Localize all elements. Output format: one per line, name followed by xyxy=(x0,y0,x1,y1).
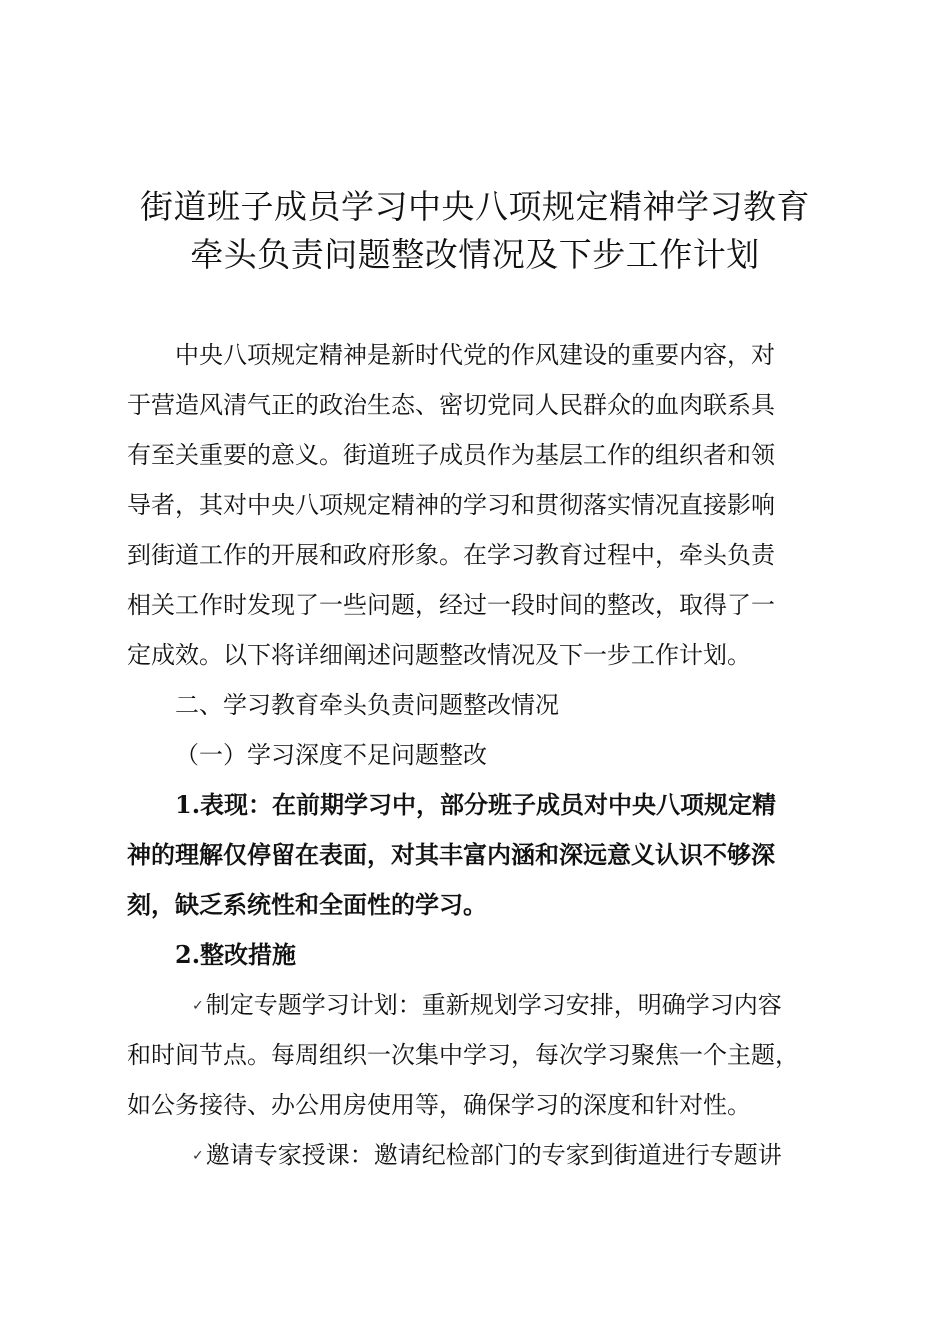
intro-line-1: 中央八项规定精神是新时代党的作风建设的重要内容，对 xyxy=(175,341,775,369)
intro-line-3: 有至关重要的意义。街道班子成员作为基层工作的组织者和领 xyxy=(127,441,775,469)
measure1-line-2: 和时间节点。每周组织一次集中学习，每次学习聚焦一个主题， xyxy=(127,1041,799,1069)
measure1-line-1 xyxy=(192,988,892,1023)
point1-line-2: 神的理解仅停留在表面，对其丰富内涵和深远意义认识不够深 xyxy=(127,840,775,869)
intro-line-7: 定成效。以下将详细阐述问题整改情况及下一步工作计划。 xyxy=(127,641,751,669)
section-heading: 二、学习教育牵头负责问题整改情况 xyxy=(175,691,559,719)
document-title-line-1: 街道班子成员学习中央八项规定精神学习教育 xyxy=(140,187,810,226)
measure2-line-1-text: 邀请专家授课：邀请纪检部门的专家到街道进行专题讲 xyxy=(205,1141,782,1169)
check-mark-icon: ✓ xyxy=(192,1148,204,1164)
subsection-heading: （一）学习深度不足问题整改 xyxy=(175,741,487,769)
intro-line-5: 到街道工作的开展和政府形象。在学习教育过程中，牵头负责 xyxy=(127,541,775,569)
check-mark-icon: ✓ xyxy=(192,998,204,1014)
point1-line-1: 1.表现：在前期学习中，部分班子成员对中央八项规定精 xyxy=(175,790,777,819)
point1-line-3: 刻，缺乏系统性和全面性的学习。 xyxy=(127,890,487,919)
document-title-line-2: 牵头负责问题整改情况及下步工作计划 xyxy=(190,235,760,274)
intro-line-4: 导者，其对中央八项规定精神的学习和贯彻落实情况直接影响 xyxy=(127,491,775,519)
point2-heading: 2.整改措施 xyxy=(175,940,297,969)
measure1-line-3: 如公务接待、办公用房使用等，确保学习的深度和针对性。 xyxy=(127,1091,751,1119)
intro-line-2: 于营造风清气正的政治生态、密切党同人民群众的血肉联系具 xyxy=(127,391,775,419)
intro-line-6: 相关工作时发现了一些问题，经过一段时间的整改，取得了一 xyxy=(127,591,775,619)
measure1-line-1-text: 制定专题学习计划：重新规划学习安排，明确学习内容 xyxy=(205,991,782,1019)
measure2-line-1 xyxy=(192,1138,892,1173)
